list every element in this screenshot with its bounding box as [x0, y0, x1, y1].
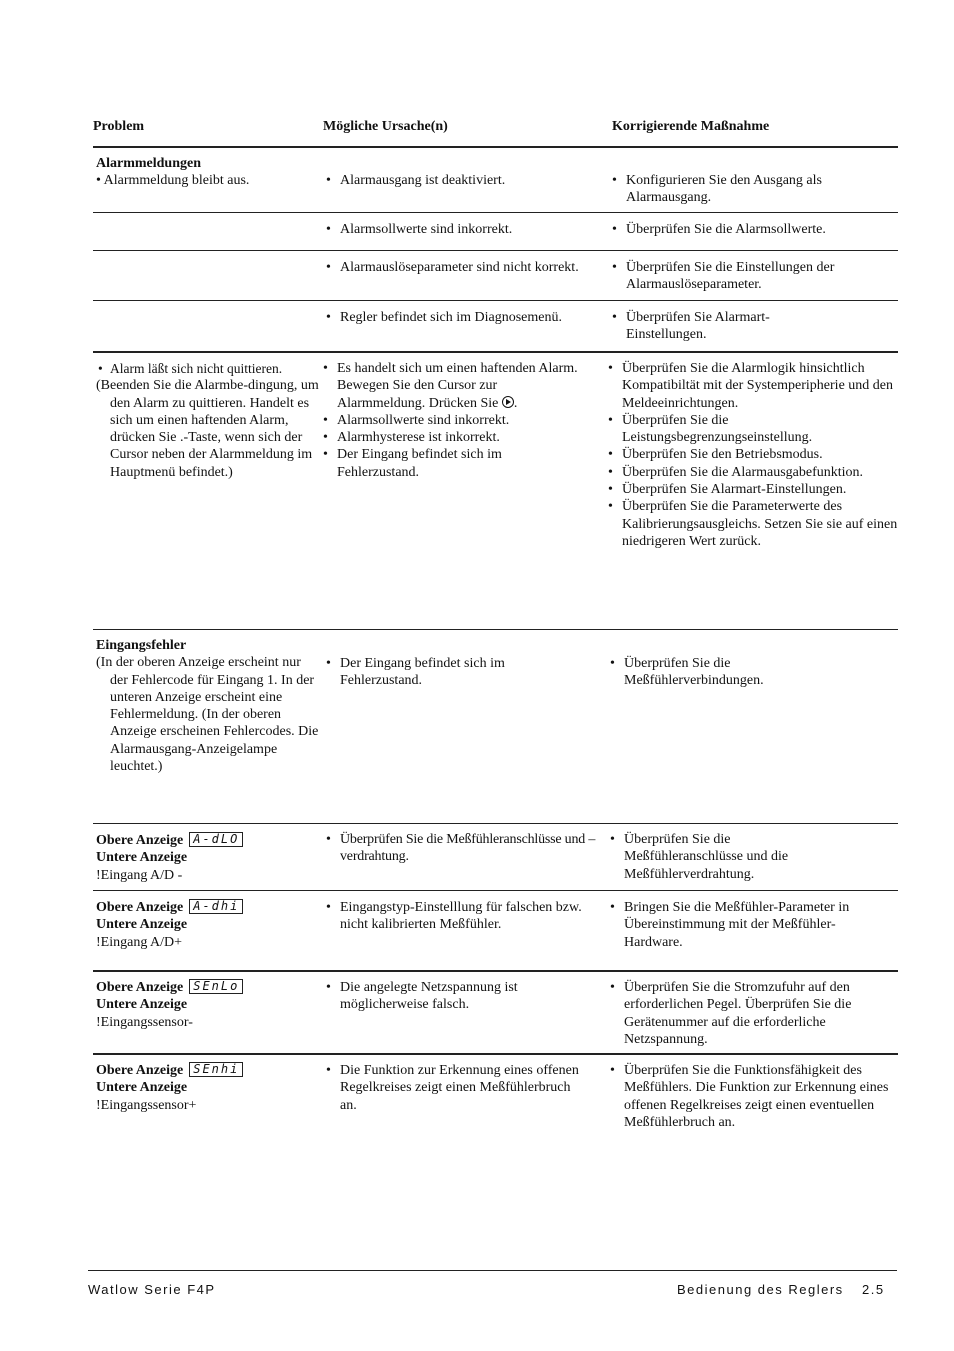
ack-action-6: • Überprüfen Sie die Parameterwerte des Kalibrierungsausgleichs. Setzen Sie sie auf einen niedrigeren Wert zurück. — [606, 498, 898, 550]
header-cause: Mögliche Ursache(n) — [323, 119, 448, 134]
ack-cause-2: • Alarmsollwerte sind inkorrekt. — [321, 412, 586, 429]
display-code: A-dhi — [189, 899, 243, 914]
alarms-row2-cause — [324, 221, 609, 238]
list-item: • Die angelegte Netzspannung ist möglicherweise falsch. — [324, 979, 584, 1014]
upper-display-label: Obere Anzeige — [96, 900, 184, 915]
lower-display-label: Untere Anzeige — [96, 850, 188, 866]
list-item: • Überprüfen Sie die Meßfühlerverbindungen. — [608, 655, 808, 690]
page-number: 2.5 — [862, 1282, 885, 1297]
upper-display-label: Obere Anzeige — [96, 833, 184, 848]
list-item: • Der Eingang befindet sich im Fehlerzustand. — [324, 655, 584, 690]
row-rule — [93, 300, 898, 301]
input-error-problem — [96, 637, 320, 775]
display-message: !Eingang A/D - — [96, 867, 183, 883]
alarms-title: Alarmmeldungen — [96, 156, 201, 171]
ack-causes — [321, 360, 586, 481]
upper-display-label: Obere Anzeige — [96, 1063, 184, 1078]
list-item: • Die Funktion zur Erkennung eines offenen Regelkreises zeigt einen Meßfühlerbruch an. — [324, 1062, 584, 1114]
alarms-row2-action — [610, 221, 895, 238]
list-item: • Alarmsollwerte sind inkorrekt. — [324, 221, 609, 238]
code-row-3-cause — [324, 979, 584, 1014]
ack-cause-1: • Es handelt sich um einen haftenden Alarm. Bewegen Sie den Cursor zur Alarmmeldung. Drücken Sie . — [321, 360, 586, 412]
ack-problem-detail: (Beenden Sie die Alarmbe-dingung, um den Alarm zu quittieren. Handelt es sich um einen haftenden Alarm, drücken Sie .-Taste, wenn sich der Cursor neben der Alarmmeldung im Hauptmenü befindet.) — [96, 378, 319, 480]
ack-action-4: • Überprüfen Sie die Alarmausgabefunktion. — [606, 464, 898, 481]
input-error-cause — [324, 655, 584, 690]
alarms-row4-cause — [324, 309, 609, 326]
alarms-row1-cause — [324, 172, 609, 189]
row-rule — [93, 212, 898, 213]
display-message: !Eingangssensor+ — [96, 1097, 197, 1113]
code-row-1-problem — [96, 832, 320, 884]
display-code: A-dLO — [189, 832, 243, 847]
right-arrow-key-icon — [502, 396, 514, 408]
code-row-3-problem — [96, 979, 320, 1031]
lower-display-label: Untere Anzeige — [96, 917, 188, 933]
code-row-1-action — [608, 831, 848, 883]
list-item: • Überprüfen Sie die Meßfühleranschlüsse und –verdrahtung. — [324, 831, 609, 866]
code-row-4-problem — [96, 1062, 320, 1114]
code-row-2-problem — [96, 899, 320, 951]
code-row-2-cause — [324, 899, 599, 934]
list-item: • Regler befindet sich im Diagnosemenü. — [324, 309, 609, 326]
lower-display-label: Untere Anzeige — [96, 1080, 188, 1096]
list-item: • Eingangstyp-Einstelllung für falschen bzw. nicht kalibrierten Meßfühler. — [324, 899, 599, 934]
row-rule — [93, 250, 898, 251]
alarms-row4-action — [610, 309, 820, 344]
footer-rule — [88, 1270, 897, 1271]
ack-action-3: • Überprüfen Sie den Betriebsmodus. — [606, 446, 898, 463]
code-row-4-cause — [324, 1062, 584, 1114]
footer-section: Bedienung des Reglers — [677, 1282, 844, 1297]
footer-left: Watlow Serie F4P — [88, 1282, 216, 1297]
alarms-problem-1: • Alarmmeldung bleibt aus. — [96, 173, 250, 189]
list-item: • Überprüfen Sie die Meßfühleranschlüsse und die Meßfühlerverdrahtung. — [608, 831, 848, 883]
list-item: • Überprüfen Sie die Funktionsfähigkeit des Meßfühlers. Die Funktion zur Erkennung eines offenen Regelkreises zeigt einen eventuellen Meßfühlerbruch an. — [608, 1062, 898, 1131]
code-row-2-action — [608, 899, 893, 951]
row-rule — [93, 890, 898, 891]
ack-cause-4: • Der Eingang befindet sich im Fehlerzustand. — [321, 446, 586, 481]
alarms-row3-cause — [324, 259, 594, 276]
list-item: • Überprüfen Sie Alarmart-Einstellungen. — [610, 309, 820, 344]
ack-problem — [96, 360, 320, 481]
list-item: • Konfigurieren Sie den Ausgang als Alarmausgang. — [610, 172, 885, 207]
row-rule — [93, 970, 898, 972]
ack-actions — [606, 360, 898, 550]
input-error-title: Eingangsfehler — [96, 638, 187, 653]
header-action: Korrigierende Maßnahme — [612, 119, 770, 134]
section-rule — [93, 823, 898, 824]
lower-display-label: Untere Anzeige — [96, 997, 188, 1013]
header-rule — [93, 146, 898, 148]
display-message: !Eingang A/D+ — [96, 934, 183, 950]
alarms-problem — [96, 155, 321, 190]
list-item: • Überprüfen Sie die Stromzufuhr auf den erforderlichen Pegel. Überprüfen Sie die Gerätenummer auf die erforderliche Netzspannung. — [608, 979, 893, 1048]
row-rule — [93, 1053, 898, 1055]
display-message: !Eingangssensor- — [96, 1014, 193, 1030]
display-code: SEnhi — [189, 1062, 243, 1077]
ack-cause-3: • Alarmhysterese ist inkorrekt. — [321, 429, 586, 446]
display-code: SEnLo — [189, 979, 243, 994]
list-item: • Überprüfen Sie die Alarmsollwerte. — [610, 221, 895, 238]
section-rule — [93, 629, 898, 630]
header-problem: Problem — [93, 119, 145, 134]
alarms-row1-action — [610, 172, 885, 207]
section-rule — [93, 351, 898, 353]
code-row-4-action — [608, 1062, 898, 1131]
list-item: • Alarmauslöseparameter sind nicht korrekt. — [324, 259, 594, 276]
ack-action-1: • Überprüfen Sie die Alarmlogik hinsichtlich Kompatibiltät mit der Systemperipherie und den Meldeeinrichtungen. — [606, 360, 898, 412]
alarms-row3-action — [610, 259, 895, 294]
ack-action-5: • Überprüfen Sie Alarmart-Einstellungen. — [606, 481, 898, 498]
code-row-1-cause — [324, 831, 609, 866]
list-item: • Überprüfen Sie die Einstellungen der Alarmauslöseparameter. — [610, 259, 895, 294]
ack-problem-title: • Alarm läßt sich nicht quittieren. — [96, 360, 320, 377]
input-error-detail: (In der oberen Anzeige erscheint nur der Fehlercode für Eingang 1. In der unteren Anzeige erscheint eine Fehlermeldung. (In der oberen Anzeige erscheinen Fehlercodes. Die Alarmausgang-Anzeigelampe leuchtet.) — [96, 655, 319, 775]
list-item: • Alarmausgang ist deaktiviert. — [324, 172, 609, 189]
input-error-action — [608, 655, 808, 690]
list-item: • Bringen Sie die Meßfühler-Parameter in Übereinstimmung mit der Meßfühler-Hardware. — [608, 899, 893, 951]
upper-display-label: Obere Anzeige — [96, 980, 184, 995]
ack-action-2: • Überprüfen Sie die Leistungsbegrenzungseinstellung. — [606, 412, 898, 447]
code-row-3-action — [608, 979, 893, 1048]
